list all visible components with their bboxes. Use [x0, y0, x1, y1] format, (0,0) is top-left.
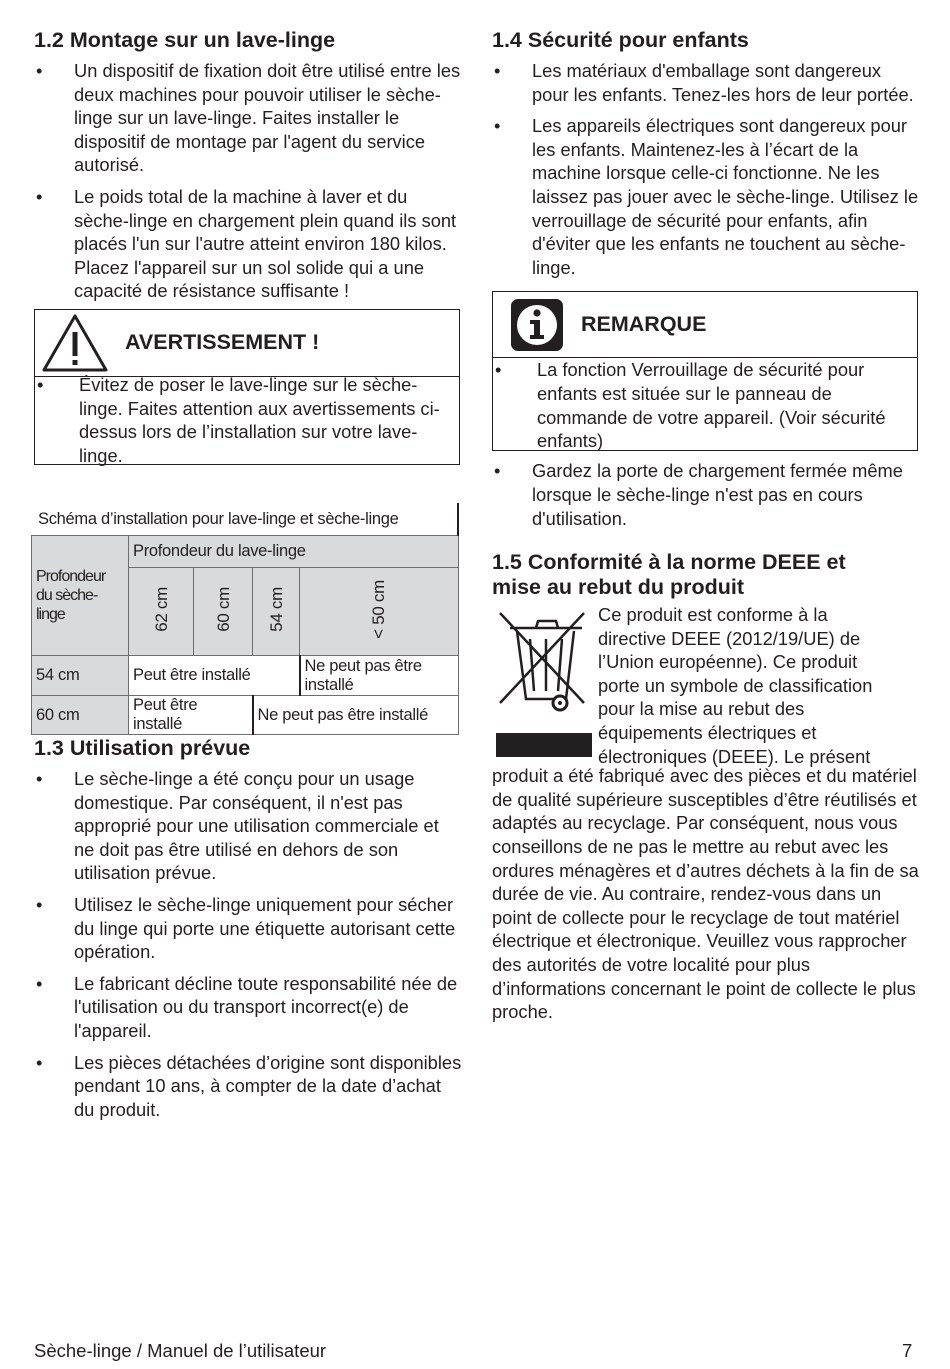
column-header: < 50 cm	[300, 568, 459, 656]
section-title-utilisation: 1.3 Utilisation prévue	[34, 736, 251, 760]
montage-list	[34, 59, 464, 303]
deee-wrapped-line: électroniques (DEEE). Le présent	[598, 745, 871, 767]
list-item: • Les pièces détachées d’origine sont disponibles pendant 10 ans, à compter de la date d’achat du produit.	[34, 1051, 464, 1122]
installation-table	[31, 503, 459, 735]
column-header: 54 cm	[253, 568, 300, 656]
deee-wrapped-line: Ce produit est conforme à la	[598, 604, 828, 625]
group-header: Profondeur du lave-linge	[129, 536, 459, 568]
list-item: • Gardez la porte de chargement fermée même lorsque le sèche-linge n'est pas en cours d'utilisation.	[492, 459, 920, 530]
section-title-deee-line2: mise au rebut du produit	[492, 575, 745, 599]
info-icon	[493, 298, 581, 352]
table-row: 54 cm Peut être installé Ne peut pas être installé	[32, 656, 459, 696]
list-item: • Le sèche-linge a été conçu pour un usage domestique. Par conséquent, il n'est pas approprié pour une utilisation commerciale et ne doit pas être utilisé en dehors de son utilisation prévue.	[34, 767, 464, 885]
section-title-securite: 1.4 Sécurité pour enfants	[492, 28, 749, 52]
section-title-montage: 1.2 Montage sur un lave-linge	[34, 28, 336, 52]
warning-title: AVERTISSEMENT !	[125, 330, 320, 355]
table-row: 60 cm Peut être installé Ne peut pas être installé	[32, 696, 459, 735]
list-item: • Le poids total de la machine à laver et du sèche-linge en chargement plein quand ils sont placés l'un sur l'autre atteint environ 180 kilos. Placez l'appareil sur un sol solide qui a une capacité de résistance suffisante !	[34, 185, 464, 303]
warning-triangle-icon	[35, 312, 115, 374]
list-item: • Utilisez le sèche-linge uniquement pour sécher du linge qui porte une étiquette autorisant cette opération.	[34, 893, 464, 964]
column-header: 60 cm	[194, 568, 253, 656]
page-number: 7	[902, 1340, 913, 1361]
section-title-deee-line1: 1.5 Conformité à la norme DEEE et	[492, 550, 846, 574]
deee-wrapped-line: équipements électriques et	[598, 721, 817, 743]
securite-list	[492, 59, 920, 279]
warning-text: • Évitez de poser le lave-linge sur le sèche-linge. Faites attention aux avertissements ci-dessus lors de l’installation sur votre lave-linge.	[35, 373, 459, 467]
table-caption: Schéma d’installation pour lave-linge et sèche-linge	[32, 504, 459, 536]
list-item: • Les matériaux d'emballage sont dangereux pour les enfants. Tenez-les hors de leur portée.	[492, 59, 920, 106]
warning-box	[34, 309, 460, 465]
deee-wrapped-line: l’Union européenne). Ce produit	[598, 651, 858, 673]
column-header: 62 cm	[129, 568, 194, 656]
right-column	[492, 28, 920, 1023]
deee-wrapped-line: directive DEEE (2012/19/UE) de	[598, 627, 861, 649]
footer-title: Sèche-linge / Manuel de l’utilisateur	[34, 1340, 327, 1361]
deee-paragraph: produit a été fabriqué avec des pièces et du matériel de qualité supérieure susceptibles d’être réutilisés et adaptés au recyclage. Par conséquent, nous vous conseillons de ne pas le mettre au rebut avec les ordures ménagères et d’autres déchets à la fin de sa durée de vie. Au contraire, rendez-vous dans un point de collecte pour le recyclage de tout matériel électrique et électronique. Veuillez vous rapprocher des autorités de votre localité pour plus d’informations concernant le point de collecte le plus proche.	[492, 765, 919, 1023]
left-column	[34, 28, 464, 1120]
utilisation-list	[34, 767, 464, 1121]
crossed-bin-icon	[492, 603, 598, 765]
list-item: • Les appareils électriques sont dangereux pour les enfants. Maintenez-les à l’écart de la machine lorsque celle-ci fonctionne. Ne les laissez pas jouer avec le sèche-linge. Utilisez le verrouillage de sécurité pour enfants, afin d'éviter que les enfants ne touchent au sèche-linge.	[492, 114, 920, 279]
list-item: • Un dispositif de fixation doit être utilisé entre les deux machines pour pouvoir utiliser le sèche-linge sur un lave-linge. Faites installer le dispositif de montage par l'agent du service autorisé.	[34, 59, 464, 177]
note-title: REMARQUE	[581, 312, 707, 337]
note-text: • La fonction Verrouillage de sécurité pour enfants est située sur le panneau de commande de votre appareil. (Voir sécurité enfants)	[493, 358, 917, 452]
deee-wrapped-line: porte un symbole de classification	[598, 674, 873, 696]
corner-header: Profondeur du sèche-linge	[32, 536, 129, 656]
note-box	[492, 291, 918, 451]
list-item: • Le fabricant décline toute responsabilité née de l'utilisation ou du transport incorrect(e) de l'appareil.	[34, 972, 464, 1043]
deee-wrapped-line: pour la mise au rebut des	[598, 698, 805, 720]
